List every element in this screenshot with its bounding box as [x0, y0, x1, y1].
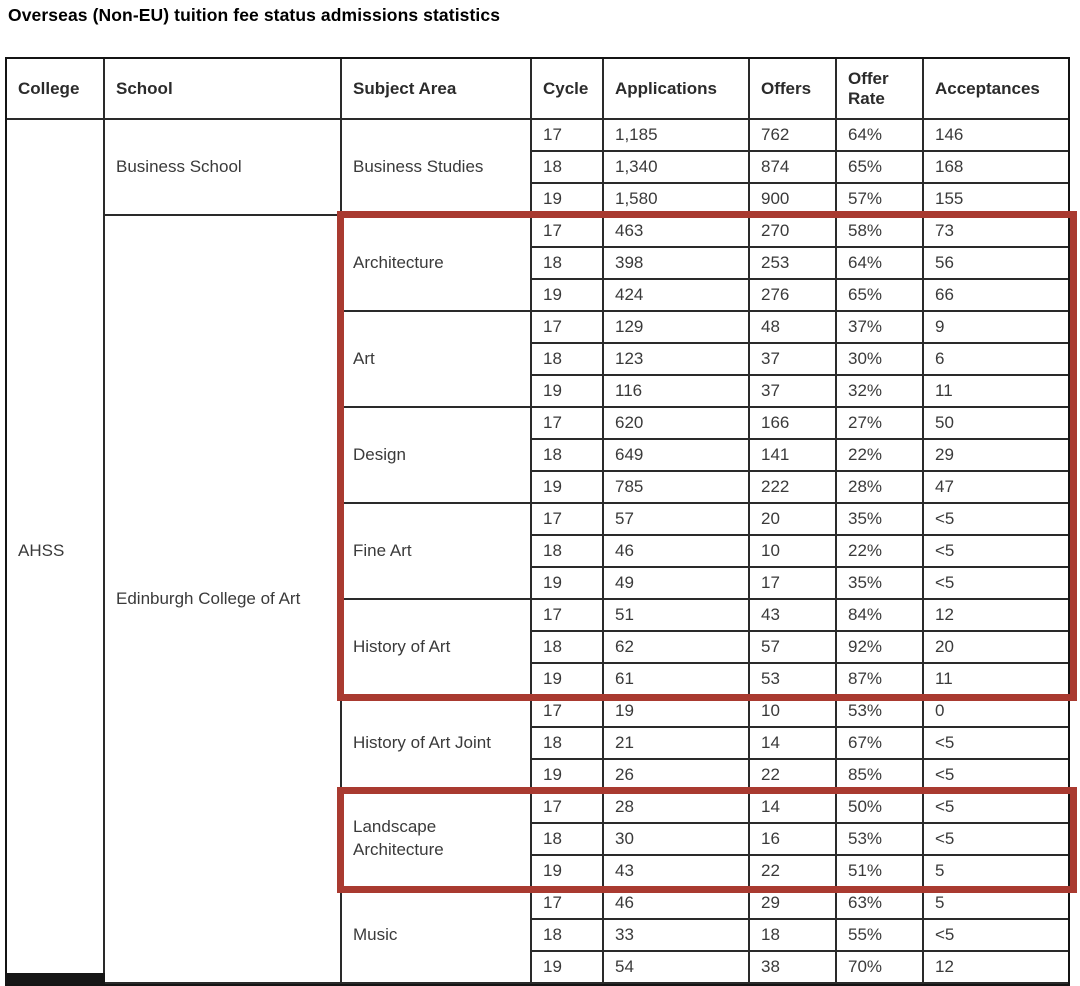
applications-cell: 785 — [604, 472, 750, 504]
offer-rate-cell: 65% — [837, 280, 924, 312]
acceptances-cell: 0 — [924, 696, 1068, 728]
acceptances-cell: <5 — [924, 568, 1068, 600]
subject-cell: Art — [342, 312, 532, 408]
offer-rate-cell: 64% — [837, 248, 924, 280]
offers-cell: 270 — [750, 216, 837, 248]
cycle-cell: 19 — [532, 568, 604, 600]
applications-cell: 46 — [604, 536, 750, 568]
subject-cell: Business Studies — [342, 120, 532, 216]
applications-cell: 1,340 — [604, 152, 750, 184]
cycle-cell: 18 — [532, 344, 604, 376]
acceptances-cell: 146 — [924, 120, 1068, 152]
offers-cell: 48 — [750, 312, 837, 344]
offer-rate-cell: 67% — [837, 728, 924, 760]
offers-cell: 43 — [750, 600, 837, 632]
acceptances-cell: 12 — [924, 600, 1068, 632]
offers-cell: 141 — [750, 440, 837, 472]
table-header — [7, 59, 1068, 120]
offers-cell: 253 — [750, 248, 837, 280]
acceptances-cell: 5 — [924, 888, 1068, 920]
offers-cell: 10 — [750, 696, 837, 728]
offers-cell: 276 — [750, 280, 837, 312]
offer-rate-cell: 92% — [837, 632, 924, 664]
school-cell: Edinburgh College of Art — [105, 216, 342, 984]
acceptances-cell: 50 — [924, 408, 1068, 440]
offers-cell: 22 — [750, 856, 837, 888]
offer-rate-cell: 35% — [837, 568, 924, 600]
cycle-cell: 18 — [532, 152, 604, 184]
applications-cell: 463 — [604, 216, 750, 248]
applications-cell: 21 — [604, 728, 750, 760]
applications-cell: 57 — [604, 504, 750, 536]
subject-cell: Fine Art — [342, 504, 532, 600]
cycle-cell: 17 — [532, 120, 604, 152]
applications-cell: 33 — [604, 920, 750, 952]
cycle-cell: 17 — [532, 312, 604, 344]
column-header: School — [105, 59, 342, 120]
subject-cell: Music — [342, 888, 532, 984]
college-cell: AHSS — [7, 120, 105, 984]
offer-rate-cell: 35% — [837, 504, 924, 536]
column-header: Subject Area — [342, 59, 532, 120]
cycle-cell: 19 — [532, 472, 604, 504]
offer-rate-cell: 22% — [837, 536, 924, 568]
subject-cell: Architecture — [342, 216, 532, 312]
school-cell: Business School — [105, 120, 342, 216]
table-row — [7, 120, 1068, 152]
cycle-cell: 19 — [532, 760, 604, 792]
offer-rate-cell: 84% — [837, 600, 924, 632]
cycle-cell: 19 — [532, 856, 604, 888]
column-header: Offers — [750, 59, 837, 120]
cycle-cell: 19 — [532, 952, 604, 984]
cycle-cell: 17 — [532, 792, 604, 824]
applications-cell: 424 — [604, 280, 750, 312]
offers-cell: 762 — [750, 120, 837, 152]
acceptances-cell: 56 — [924, 248, 1068, 280]
cycle-cell: 18 — [532, 632, 604, 664]
cycle-cell: 17 — [532, 504, 604, 536]
column-header: Offer Rate — [837, 59, 924, 120]
cycle-cell: 17 — [532, 696, 604, 728]
admissions-table-wrap — [5, 57, 1070, 986]
acceptances-cell: 155 — [924, 184, 1068, 216]
acceptances-cell: <5 — [924, 920, 1068, 952]
offers-cell: 38 — [750, 952, 837, 984]
applications-cell: 19 — [604, 696, 750, 728]
offers-cell: 22 — [750, 760, 837, 792]
offer-rate-cell: 28% — [837, 472, 924, 504]
acceptances-cell: 11 — [924, 376, 1068, 408]
applications-cell: 1,580 — [604, 184, 750, 216]
applications-cell: 26 — [604, 760, 750, 792]
acceptances-cell: 73 — [924, 216, 1068, 248]
acceptances-cell: <5 — [924, 760, 1068, 792]
column-header: Acceptances — [924, 59, 1068, 120]
applications-cell: 46 — [604, 888, 750, 920]
acceptances-cell: 47 — [924, 472, 1068, 504]
offer-rate-cell: 70% — [837, 952, 924, 984]
applications-cell: 1,185 — [604, 120, 750, 152]
offers-cell: 37 — [750, 344, 837, 376]
acceptances-cell: <5 — [924, 792, 1068, 824]
offer-rate-cell: 22% — [837, 440, 924, 472]
cycle-cell: 18 — [532, 824, 604, 856]
acceptances-cell: 20 — [924, 632, 1068, 664]
offer-rate-cell: 64% — [837, 120, 924, 152]
offers-cell: 900 — [750, 184, 837, 216]
applications-cell: 30 — [604, 824, 750, 856]
acceptances-cell: 11 — [924, 664, 1068, 696]
offers-cell: 37 — [750, 376, 837, 408]
acceptances-cell: 9 — [924, 312, 1068, 344]
applications-cell: 43 — [604, 856, 750, 888]
cycle-cell: 18 — [532, 248, 604, 280]
applications-cell: 61 — [604, 664, 750, 696]
offer-rate-cell: 30% — [837, 344, 924, 376]
subject-cell: History of Art Joint — [342, 696, 532, 792]
partial-next-row-edge — [5, 973, 105, 984]
column-header: Cycle — [532, 59, 604, 120]
applications-cell: 123 — [604, 344, 750, 376]
offer-rate-cell: 57% — [837, 184, 924, 216]
offers-cell: 14 — [750, 792, 837, 824]
acceptances-cell: <5 — [924, 536, 1068, 568]
offer-rate-cell: 53% — [837, 824, 924, 856]
offer-rate-cell: 37% — [837, 312, 924, 344]
applications-cell: 620 — [604, 408, 750, 440]
offers-cell: 57 — [750, 632, 837, 664]
applications-cell: 129 — [604, 312, 750, 344]
page-title: Overseas (Non-EU) tuition fee status admissions statistics — [8, 5, 501, 25]
offers-cell: 874 — [750, 152, 837, 184]
offers-cell: 53 — [750, 664, 837, 696]
subject-cell: Landscape Architecture — [342, 792, 532, 888]
offer-rate-cell: 85% — [837, 760, 924, 792]
cycle-cell: 18 — [532, 440, 604, 472]
offer-rate-cell: 51% — [837, 856, 924, 888]
offers-cell: 16 — [750, 824, 837, 856]
offers-cell: 18 — [750, 920, 837, 952]
acceptances-cell: 29 — [924, 440, 1068, 472]
cycle-cell: 19 — [532, 664, 604, 696]
admissions-table — [5, 57, 1070, 986]
cycle-cell: 19 — [532, 184, 604, 216]
header-row — [7, 59, 1068, 120]
cycle-cell: 19 — [532, 280, 604, 312]
subject-cell: Design — [342, 408, 532, 504]
column-header: College — [7, 59, 105, 120]
acceptances-cell: 66 — [924, 280, 1068, 312]
cycle-cell: 18 — [532, 728, 604, 760]
acceptances-cell: <5 — [924, 728, 1068, 760]
cycle-cell: 17 — [532, 408, 604, 440]
acceptances-cell: 6 — [924, 344, 1068, 376]
offers-cell: 20 — [750, 504, 837, 536]
acceptances-cell: 168 — [924, 152, 1068, 184]
cycle-cell: 18 — [532, 536, 604, 568]
applications-cell: 649 — [604, 440, 750, 472]
offer-rate-cell: 87% — [837, 664, 924, 696]
acceptances-cell: 12 — [924, 952, 1068, 984]
offer-rate-cell: 32% — [837, 376, 924, 408]
offers-cell: 29 — [750, 888, 837, 920]
table-body — [7, 120, 1068, 984]
cycle-cell: 18 — [532, 920, 604, 952]
offer-rate-cell: 27% — [837, 408, 924, 440]
applications-cell: 62 — [604, 632, 750, 664]
offers-cell: 14 — [750, 728, 837, 760]
subject-cell: History of Art — [342, 600, 532, 696]
offer-rate-cell: 55% — [837, 920, 924, 952]
applications-cell: 54 — [604, 952, 750, 984]
acceptances-cell: 5 — [924, 856, 1068, 888]
applications-cell: 398 — [604, 248, 750, 280]
applications-cell: 116 — [604, 376, 750, 408]
offer-rate-cell: 63% — [837, 888, 924, 920]
applications-cell: 51 — [604, 600, 750, 632]
offers-cell: 17 — [750, 568, 837, 600]
offer-rate-cell: 50% — [837, 792, 924, 824]
cycle-cell: 19 — [532, 376, 604, 408]
applications-cell: 28 — [604, 792, 750, 824]
cycle-cell: 17 — [532, 216, 604, 248]
offers-cell: 166 — [750, 408, 837, 440]
cycle-cell: 17 — [532, 888, 604, 920]
applications-cell: 49 — [604, 568, 750, 600]
offer-rate-cell: 53% — [837, 696, 924, 728]
acceptances-cell: <5 — [924, 824, 1068, 856]
acceptances-cell: <5 — [924, 504, 1068, 536]
offer-rate-cell: 65% — [837, 152, 924, 184]
table-row — [7, 216, 1068, 248]
offer-rate-cell: 58% — [837, 216, 924, 248]
offers-cell: 222 — [750, 472, 837, 504]
cycle-cell: 17 — [532, 600, 604, 632]
offers-cell: 10 — [750, 536, 837, 568]
column-header: Applications — [604, 59, 750, 120]
